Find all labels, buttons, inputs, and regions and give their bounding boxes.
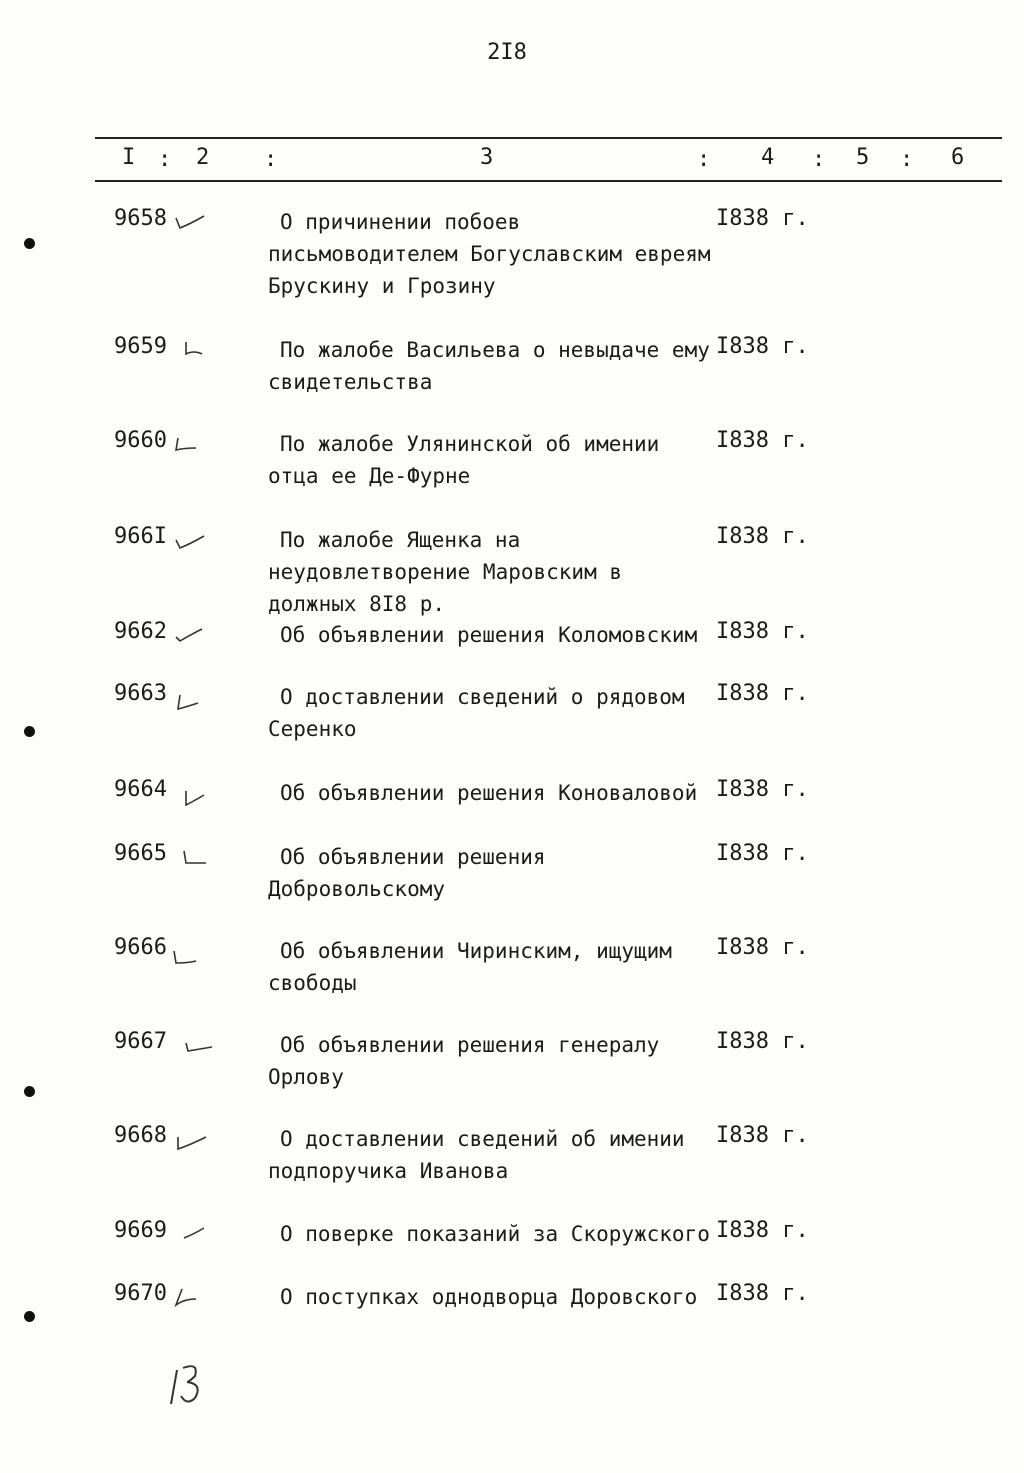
file-description: Об объявлении решения Коломовским: [280, 623, 698, 647]
file-description: Об объявлении решения Коноваловой: [280, 781, 698, 805]
column-header-6: 6: [951, 145, 965, 170]
check-mark-icon: [172, 941, 208, 969]
file-number: 9658: [114, 206, 167, 231]
check-mark-icon: [172, 530, 208, 552]
file-year: I838 г.: [716, 841, 809, 866]
file-description: О доставлении сведений о рядовом Серенко: [268, 685, 685, 741]
check-mark-icon: [172, 783, 208, 809]
punch-hole: [24, 238, 35, 249]
check-mark-icon: [172, 434, 208, 456]
punch-hole: [24, 726, 35, 737]
file-number: 9668: [114, 1123, 167, 1148]
file-description: По жалобе Ященка на неудовлетворение Маровским в должных 8I8 р.: [268, 528, 623, 616]
file-description: О доставлении сведений об имении подпоручика Иванова: [268, 1127, 685, 1183]
check-mark-icon: [172, 1287, 208, 1313]
file-number: 9670: [114, 1281, 167, 1306]
column-header-4: 4: [761, 145, 775, 170]
file-description: О поступках однодворца Доровского: [280, 1285, 698, 1309]
column-header-1: I: [122, 145, 136, 170]
check-mark-icon: [172, 625, 208, 647]
file-description: О причинении побоев письмоводителем Богуславским евреям Брускину и Грозину: [268, 210, 711, 298]
check-mark-icon: [172, 1224, 212, 1246]
check-mark-icon: [172, 340, 208, 362]
file-year: I838 г.: [716, 206, 809, 231]
file-year: I838 г.: [716, 1218, 809, 1243]
file-year: I838 г.: [716, 524, 809, 549]
handwritten-sheet-number: [165, 1360, 225, 1410]
file-description: По жалобе Улянинской об имении отца ее Де-Фурне: [268, 432, 660, 488]
file-year: I838 г.: [716, 619, 809, 644]
file-number: 9659: [114, 334, 167, 359]
column-separator: :: [158, 147, 172, 172]
file-description: О поверке показаний за Скоружского: [280, 1222, 710, 1246]
file-number: 9664: [114, 777, 167, 802]
file-description: Об объявлении решения Добровольскому: [268, 845, 546, 901]
check-mark-icon: [172, 212, 208, 234]
file-year: I838 г.: [716, 777, 809, 802]
file-number: 9662: [114, 619, 167, 644]
file-year: I838 г.: [716, 428, 809, 453]
column-header-5: 5: [856, 145, 870, 170]
column-separator: :: [812, 147, 826, 172]
check-mark-icon: [172, 1129, 212, 1155]
file-year: I838 г.: [716, 681, 809, 706]
file-number: 9663: [114, 681, 167, 706]
file-number: 9667: [114, 1029, 167, 1054]
file-number: 9669: [114, 1218, 167, 1243]
file-number: 9666: [114, 935, 167, 960]
column-header-3: 3: [480, 145, 494, 170]
punch-hole: [24, 1311, 35, 1322]
file-description: Об объявлении Чиринским, ищущим свободы: [268, 939, 672, 995]
file-year: I838 г.: [716, 1281, 809, 1306]
file-year: I838 г.: [716, 935, 809, 960]
check-mark-icon: [172, 847, 210, 869]
page-number: 2I8: [487, 40, 527, 65]
column-separator: :: [697, 147, 711, 172]
check-mark-icon: [172, 1035, 216, 1057]
file-description: Об объявлении решения генералу Орлову: [268, 1033, 660, 1089]
punch-hole: [24, 1086, 35, 1097]
column-separator: :: [264, 147, 278, 172]
file-number: 9665: [114, 841, 167, 866]
table-top-rule: [95, 137, 1002, 139]
file-number: 9660: [114, 428, 167, 453]
column-header-2: 2: [196, 145, 210, 170]
file-year: I838 г.: [716, 334, 809, 359]
column-separator: :: [900, 147, 914, 172]
table-header-rule: [95, 180, 1002, 182]
file-year: I838 г.: [716, 1123, 809, 1148]
file-year: I838 г.: [716, 1029, 809, 1054]
file-description: По жалобе Васильева о невыдаче ему свидетельства: [268, 338, 710, 394]
check-mark-icon: [172, 687, 208, 713]
file-number: 966I: [114, 524, 167, 549]
